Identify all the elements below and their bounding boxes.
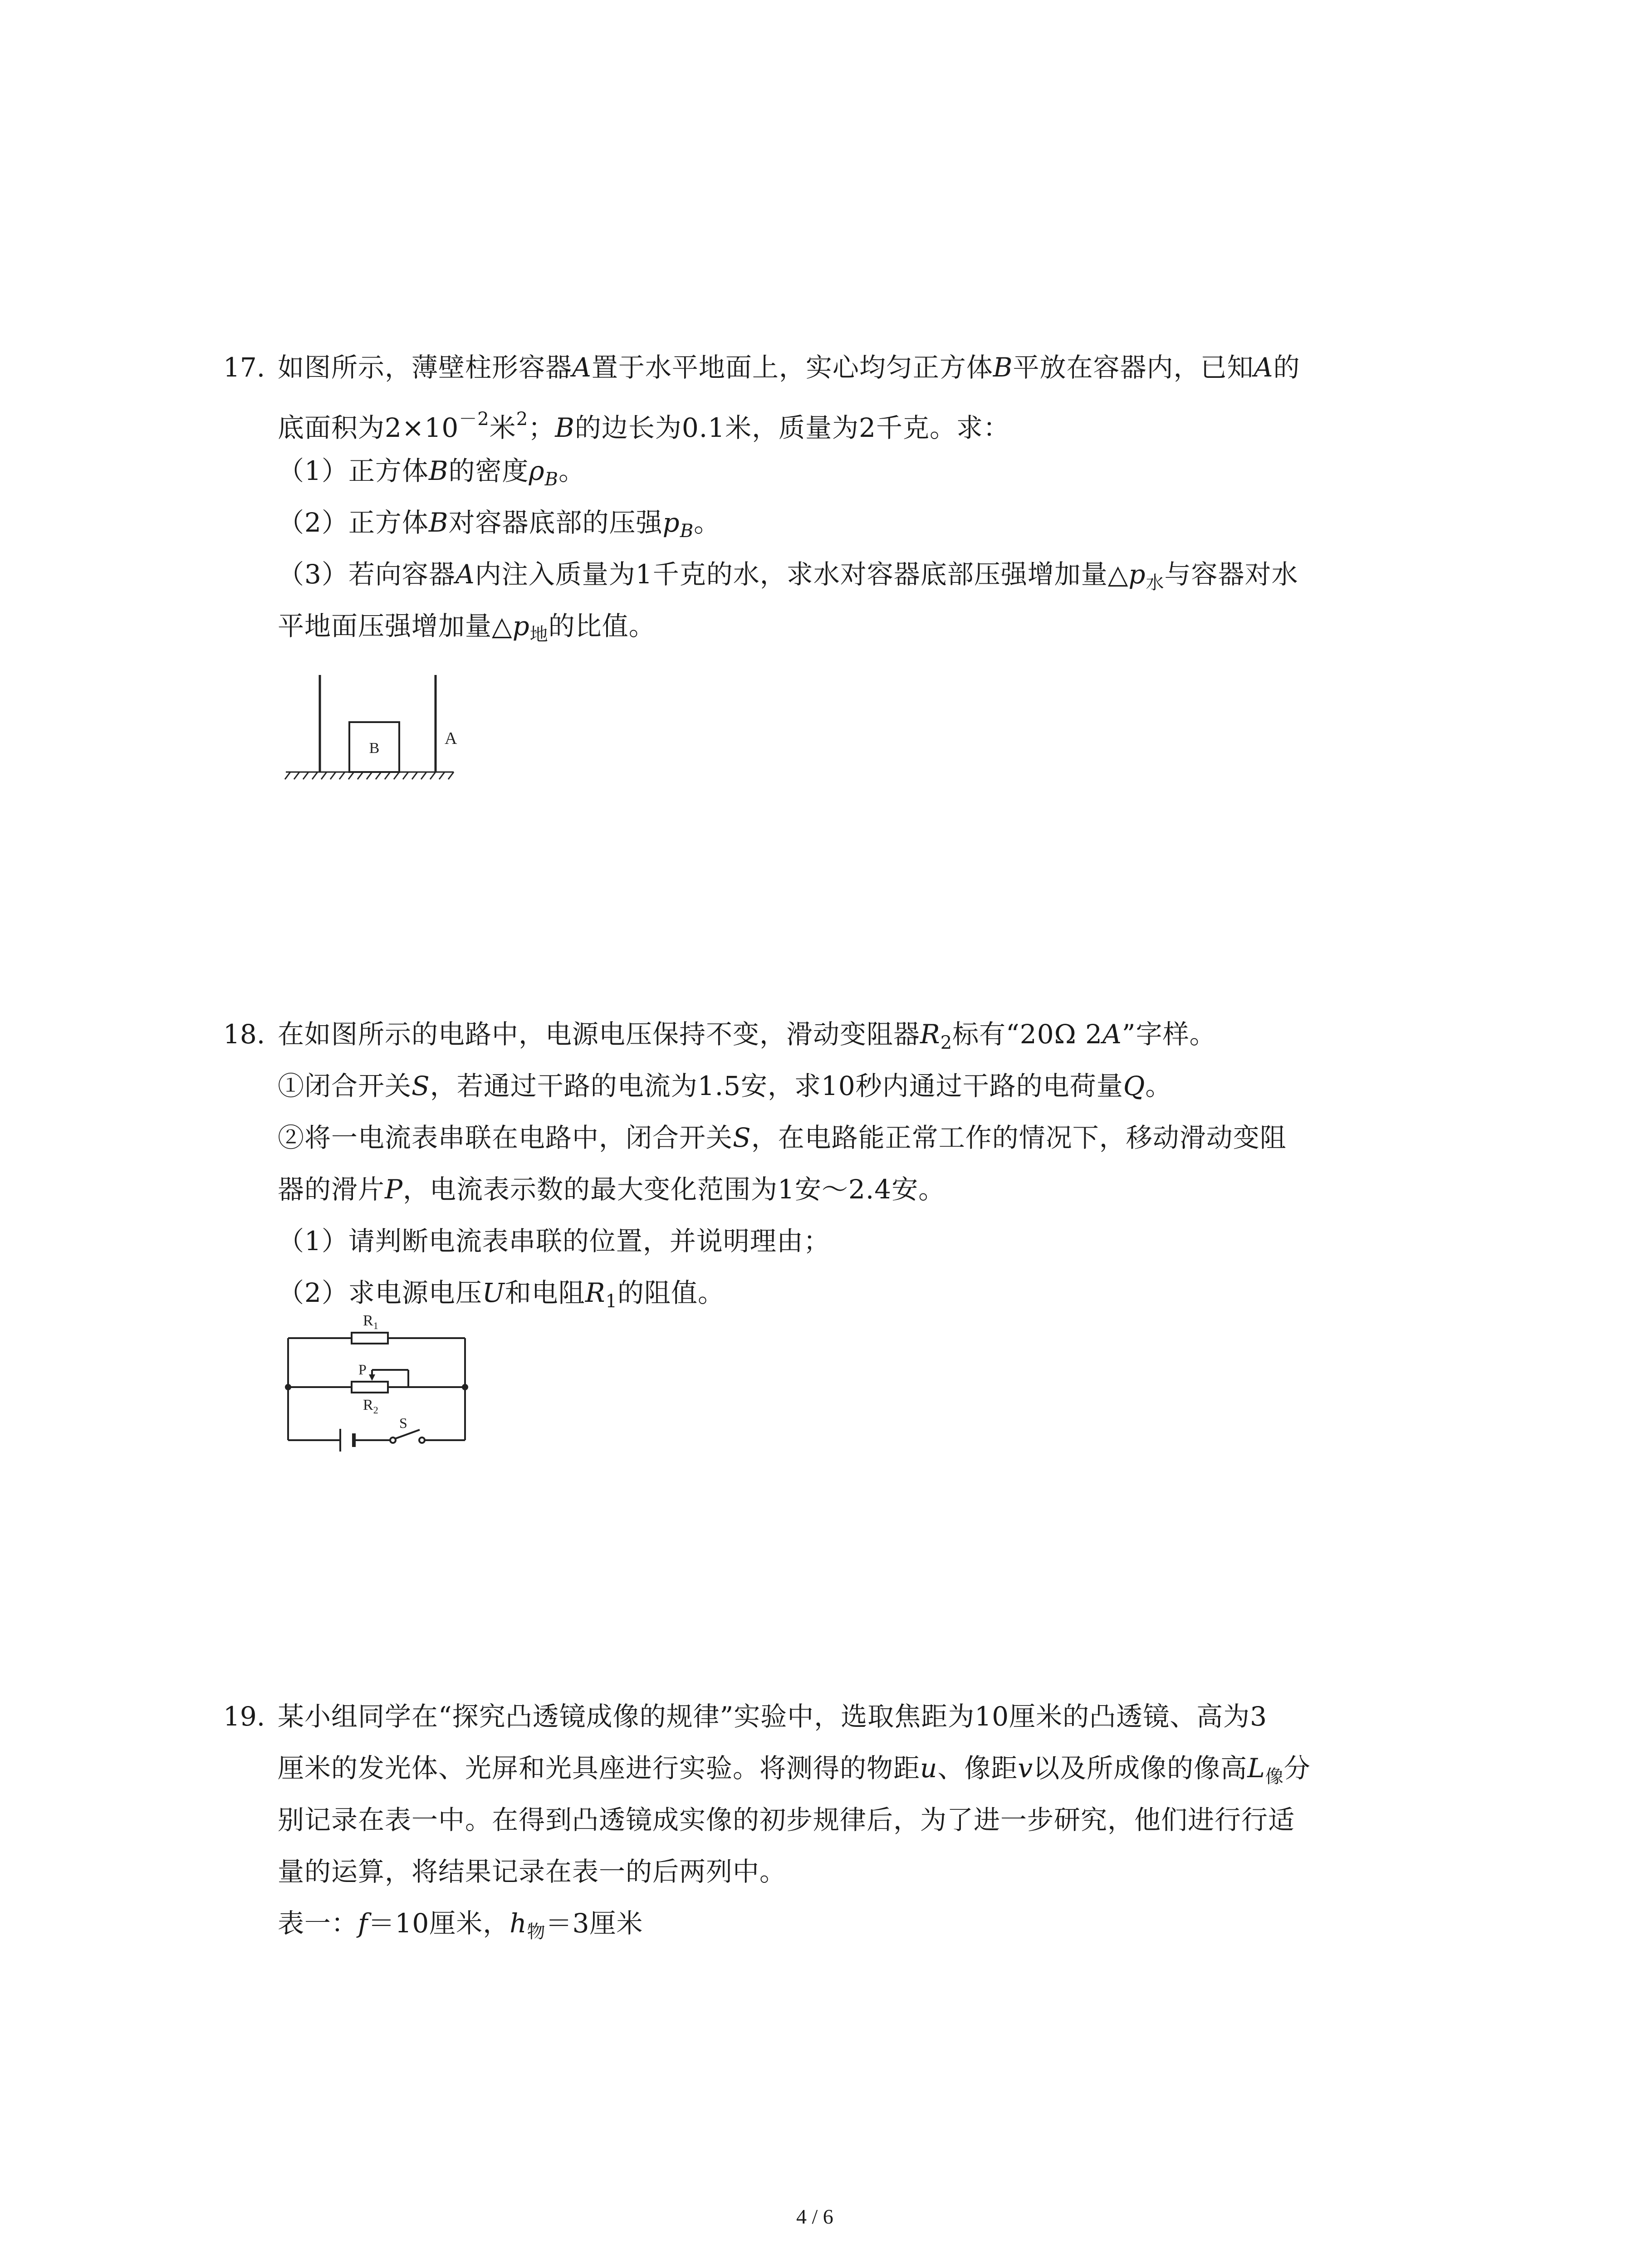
battery-symbol xyxy=(340,1429,354,1452)
circuit-diagram xyxy=(272,1306,481,1456)
label-r2: $R_2$ xyxy=(363,1397,378,1416)
q17-part-3: （3）若向容器A内注入质量为1千克的水，求水对容器底部压强增加量$\triangle p_水$与容器对水 xyxy=(278,559,1298,593)
resistor-r1 xyxy=(352,1333,388,1344)
container-diagram xyxy=(272,671,463,789)
q19-line-4: 量的运算，将结果记录在表一的后两列中。 xyxy=(278,1856,787,1887)
question-19-number: 19. xyxy=(223,1701,265,1732)
cube-b-label: B xyxy=(369,740,380,757)
q19-table-caption: 表一：f＝10厘米，$h_物=3$厘米 xyxy=(278,1908,643,1942)
junction-left xyxy=(285,1384,291,1390)
q17-line-1: 如图所示，薄壁柱形容器A置于水平地面上，实心均匀正方体B平放在容器内，已知A的 xyxy=(278,352,1300,383)
q17-part-2: （2）正方体B对容器底部的压强$p_B$。 xyxy=(278,507,721,542)
switch-s xyxy=(390,1430,425,1443)
q19-line-3: 别记录在表一中。在得到凸透镜成实像的初步规律后，为了进一步研究，他们进行行适 xyxy=(278,1804,1295,1835)
q19-line-1: 某小组同学在“探究凸透镜成像的规律”实验中，选取焦距为10厘米的凸透镜、高为3 xyxy=(278,1701,1268,1732)
q17-line-2: 底面积为$2\times 10^{-2}$米$^2$；B的边长为0.1米，质量为2千克。求： xyxy=(278,409,1010,443)
q18-item-2: ②将一电流表串联在电路中，闭合开关S，在电路能正常工作的情况下，移动滑动变阻 xyxy=(278,1122,1287,1153)
rheostat-r2 xyxy=(352,1382,388,1393)
question-17-number: 17. xyxy=(223,352,265,383)
junction-right xyxy=(462,1384,468,1390)
container-a-walls xyxy=(320,675,436,772)
q18-sub-2: （2）求电源电压U和电阻$R_1$的阻值。 xyxy=(278,1277,725,1312)
q17-part-1: （1）正方体B的密度$\rho_B$。 xyxy=(278,455,586,490)
page-number: 4 / 6 xyxy=(796,2205,833,2228)
q18-line-1: 在如图所示的电路中，电源电压保持不变，滑动变阻器$R_2$标有“20Ω 2A”字样。 xyxy=(278,1019,1216,1053)
q17-part-3-cont: 平地面压强增加量$\triangle p_地$的比值。 xyxy=(278,611,656,645)
container-a-label: A xyxy=(445,729,457,748)
question-18-number: 18. xyxy=(223,1019,265,1050)
ground-hatching xyxy=(285,772,454,779)
label-p: P xyxy=(358,1361,367,1378)
label-r1: $R_1$ xyxy=(363,1312,378,1331)
q18-sub-1: （1）请判断电流表串联的位置，并说明理由； xyxy=(278,1226,830,1256)
slider-p-arrow xyxy=(369,1374,375,1381)
q18-item-1: ①闭合开关S，若通过干路的电流为1.5安，求10秒内通过干路的电荷量Q。 xyxy=(278,1070,1172,1101)
q18-item-2-cont: 器的滑片P，电流表示数的最大变化范围为1安～2.4安。 xyxy=(278,1174,945,1205)
label-s: S xyxy=(399,1415,407,1431)
q19-line-2: 厘米的发光体、光屏和光具座进行实验。将测得的物距u、像距v以及所成像的像高$L_像$分 xyxy=(278,1753,1311,1787)
